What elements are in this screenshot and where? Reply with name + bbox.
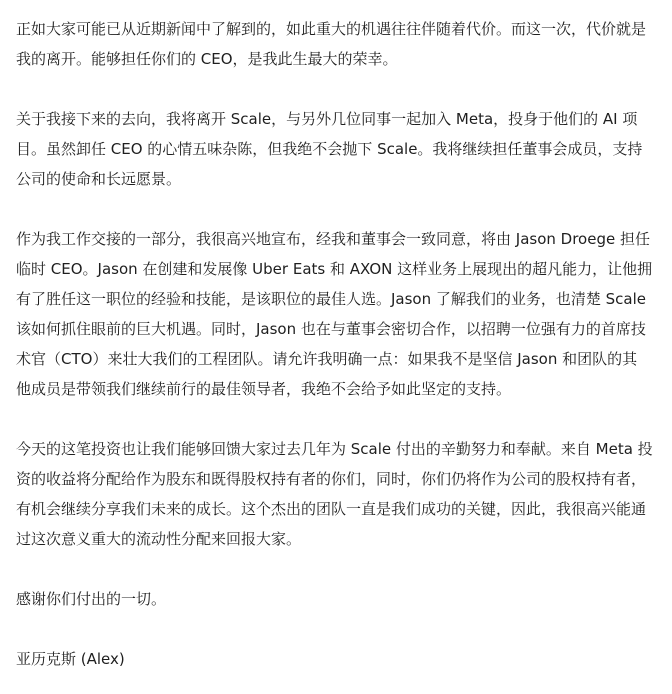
paragraph-investment xyxy=(16,434,666,554)
paragraph-next-steps xyxy=(16,104,666,194)
paragraph-line: 有了胜任这一职位的经验和技能，是该职位的最佳人选。Jason 了解我们的业务，也清楚 Scale xyxy=(16,290,647,308)
paragraph-line: 有机会继续分享我们未来的成长。这个杰出的团队一直是我们成功的关键，因此，我很高兴能通 xyxy=(16,500,647,518)
paragraph-line: 临时 CEO。Jason 在创建和发展像 Uber Eats 和 AXON 这样业务上展现出的超凡能力，让他拥 xyxy=(16,260,653,278)
paragraph-spacer xyxy=(16,74,666,104)
paragraph-line: 作为我工作交接的一部分，我很高兴地宣布，经我和董事会一致同意，将由 Jason Droege 担任 xyxy=(16,230,650,248)
paragraph-transition xyxy=(16,224,666,404)
paragraph-line: 术官（CTO）来壮大我们的工程团队。请允许我明确一点：如果我不是坚信 Jason 和团队的其 xyxy=(16,350,638,368)
paragraph-line: 他成员是带领我们继续前行的最佳领导者，我绝不会给予如此坚定的支持。 xyxy=(16,380,512,398)
paragraph-line: 公司的使命和长远愿景。 xyxy=(16,170,182,188)
paragraph-spacer xyxy=(16,404,666,434)
signature: 亚历克斯 (Alex) xyxy=(16,650,125,668)
paragraph-line: 我的离开。能够担任你们的 CEO，是我此生最大的荣幸。 xyxy=(16,50,398,68)
paragraph-line: 关于我接下来的去向，我将离开 Scale，与另外几位同事一起加入 Meta，投身于他们的 AI 项 xyxy=(16,110,638,128)
paragraph-spacer xyxy=(16,614,666,644)
paragraph-line: 目。虽然卸任 CEO 的心情五味杂陈，但我绝不会抛下 Scale。我将继续担任董事会成员，支持 xyxy=(16,140,643,158)
paragraph-spacer xyxy=(16,554,666,584)
paragraph-line: 过这次意义重大的流动性分配来回报大家。 xyxy=(16,530,302,548)
paragraph-intro xyxy=(16,14,666,74)
paragraph-line: 资的收益将分配给作为股东和既得股权持有者的你们，同时，你们仍将作为公司的股权持有者， xyxy=(16,470,647,488)
paragraph-line: 感谢你们付出的一切。 xyxy=(16,590,167,608)
paragraph-line: 正如大家可能已从近期新闻中了解到的，如此重大的机遇往往伴随着代价。而这一次，代价就是 xyxy=(16,20,647,38)
paragraph-thanks xyxy=(16,584,666,614)
paragraph-line: 今天的这笔投资也让我们能够回馈大家过去几年为 Scale 付出的辛勤努力和奉献。来自 Meta 投 xyxy=(16,440,653,458)
paragraph-spacer xyxy=(16,194,666,224)
paragraph-line: 该如何抓住眼前的巨大机遇。同时，Jason 也在与董事会密切合作，以招聘一位强有力的首席技 xyxy=(16,320,646,338)
